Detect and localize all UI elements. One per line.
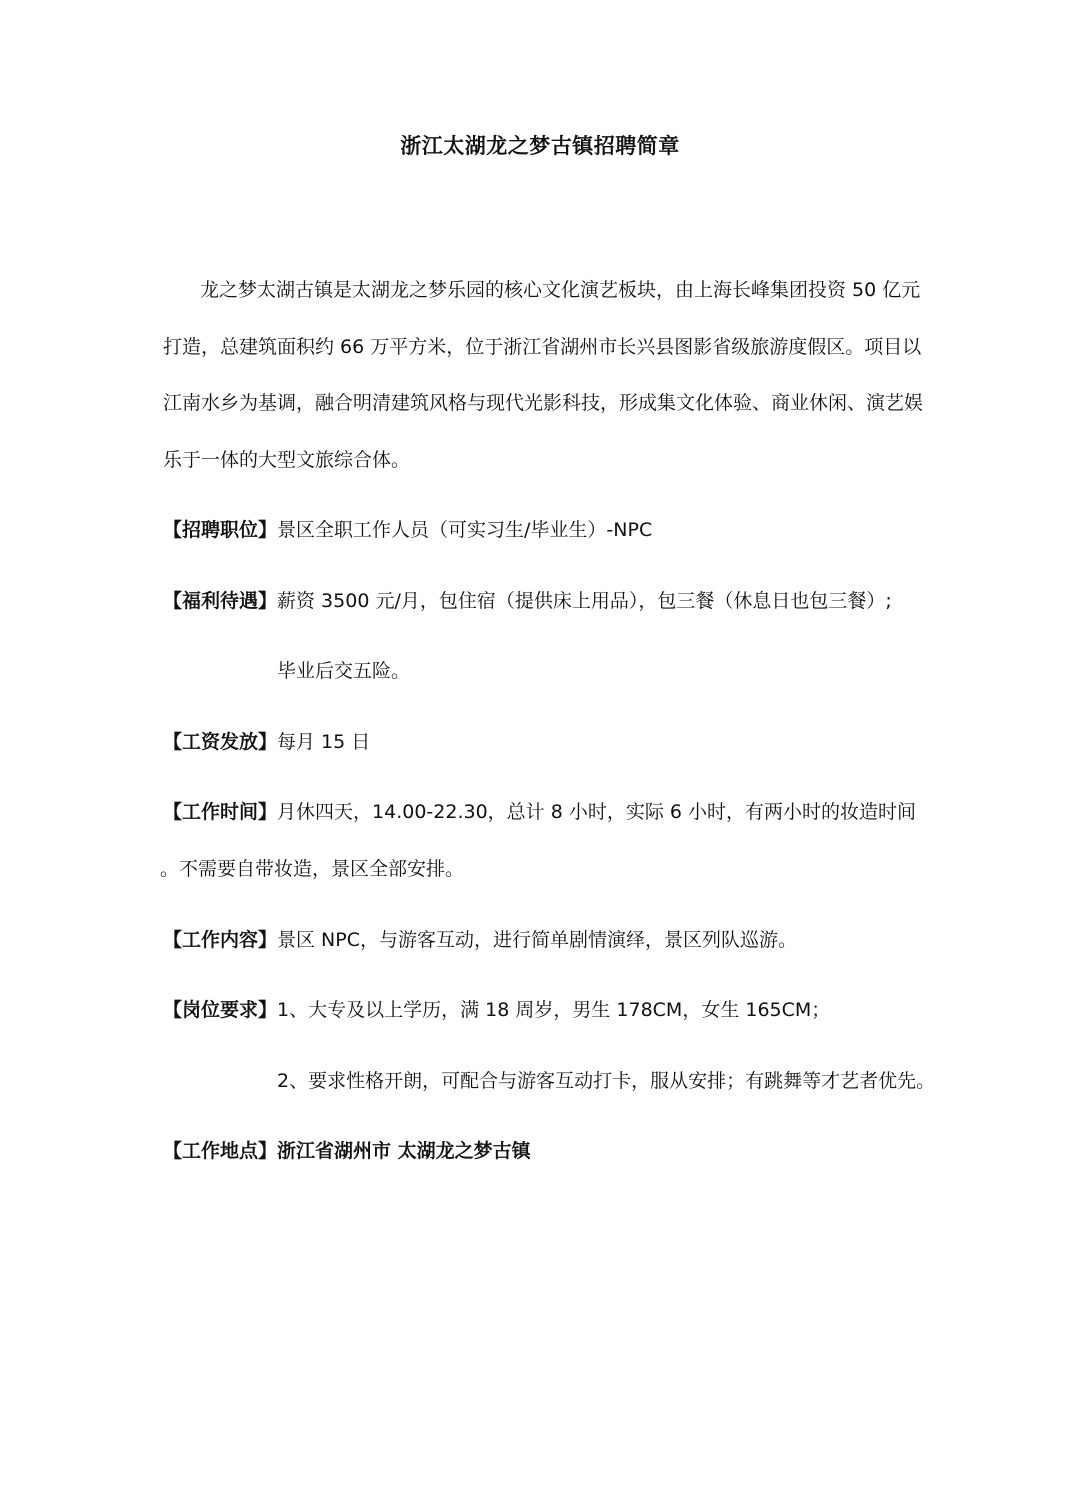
position-value: 景区全职工作人员（可实习生/毕业生）-NPC: [277, 519, 653, 541]
intro-line-1: 龙之梦太湖古镇是太湖龙之梦乐园的核心文化演艺板块，由上海长峰集团投资 50 亿元: [200, 279, 921, 301]
requirements-label: 【岗位要求】: [163, 999, 278, 1021]
requirements-value: 1、大专及以上学历，满 18 周岁，男生 178CM，女生 165CM；: [277, 999, 831, 1021]
payday-row: [163, 727, 370, 757]
work-content-label: 【工作内容】: [163, 929, 278, 951]
benefits-value: 薪资 3500 元/月，包住宿（提供床上用品），包三餐（休息日也包三餐）;: [277, 590, 892, 612]
work-time-value-continued: 。不需要自带妆造，景区全部安排。: [160, 858, 465, 880]
location-value: 浙江省湖州市 太湖龙之梦古镇: [277, 1140, 531, 1162]
position-label: 【招聘职位】: [163, 519, 278, 541]
intro-line-3: 江南水乡为基调，融合明清建筑风格与现代光影科技，形成集文化体验、商业休闲、演艺娱: [163, 392, 924, 414]
benefits-row: [163, 586, 892, 616]
work-time-value: 月休四天，14.00-22.30，总计 8 小时，实际 6 小时，有两小时的妆造时间: [277, 801, 916, 823]
requirements-row: [163, 995, 830, 1025]
location-label: 【工作地点】: [163, 1140, 278, 1162]
work-content-value: 景区 NPC，与游客互动，进行简单剧情演绎，景区列队巡游。: [277, 929, 797, 951]
payday-value: 每月 15 日: [277, 731, 371, 753]
document-title: 浙江太湖龙之梦古镇招聘简章: [400, 134, 680, 158]
benefits-label: 【福利待遇】: [163, 590, 278, 612]
intro-line-2: 打造，总建筑面积约 66 万平方米，位于浙江省湖州市长兴县图影省级旅游度假区。项目以: [163, 336, 922, 358]
work-content-row: [163, 925, 797, 955]
benefits-value-continued: 毕业后交五险。: [277, 660, 411, 682]
position-row: [163, 515, 652, 545]
requirements-value-continued: 2、要求性格开朗，可配合与游客互动打卡，服从安排；有跳舞等才艺者优先。: [277, 1070, 936, 1092]
work-time-row: [163, 797, 916, 827]
location-row: [163, 1136, 531, 1166]
work-time-label: 【工作时间】: [163, 801, 278, 823]
payday-label: 【工资发放】: [163, 731, 278, 753]
intro-line-4: 乐于一体的大型文旅综合体。: [163, 449, 411, 471]
